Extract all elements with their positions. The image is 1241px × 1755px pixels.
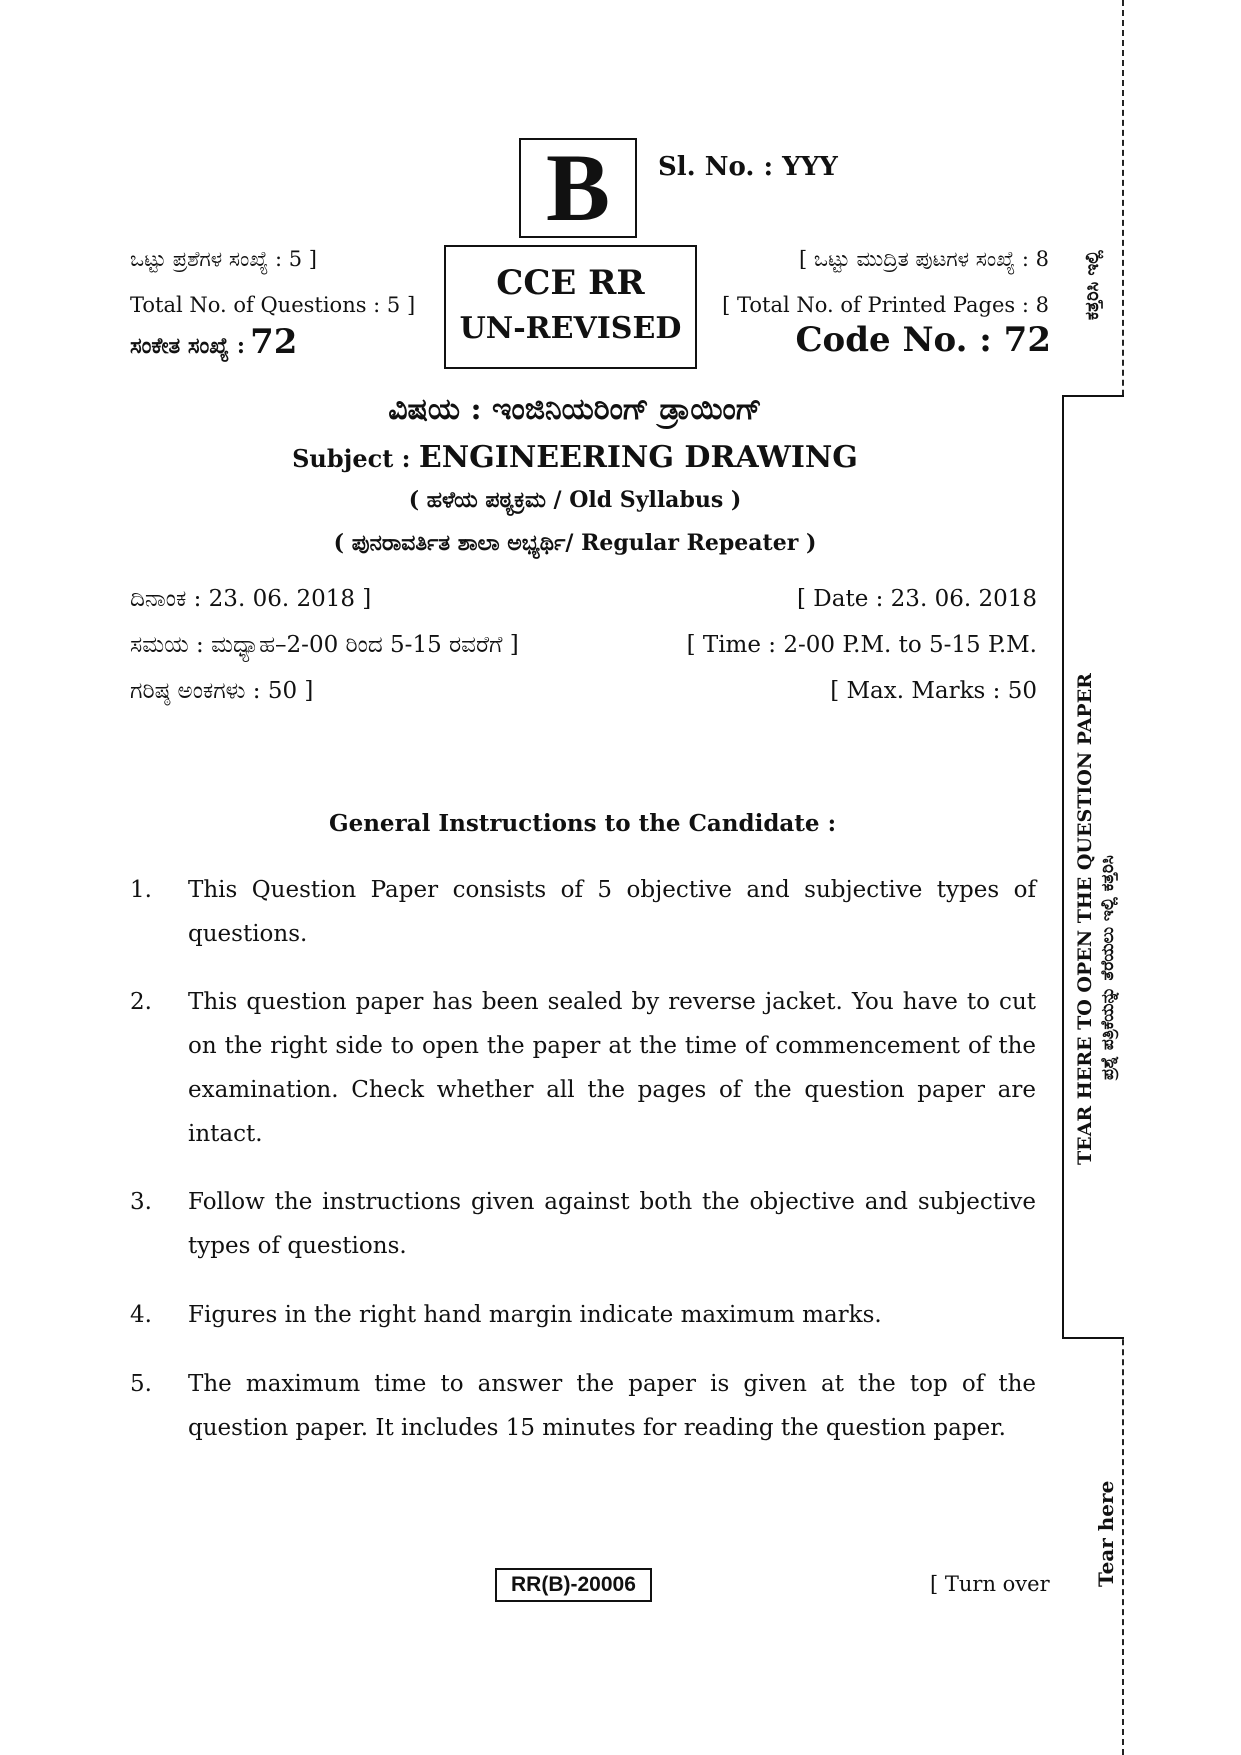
instruction-item <box>130 980 1036 1156</box>
date-kn: ದಿನಾಂಕ : 23. 06. 2018 ] <box>130 586 372 612</box>
subject-kn: ವಿಷಯ : ಇಂಜಿನಿಯರಿಂಗ್ ಡ್ರಾಯಿಂಗ್ <box>388 392 762 427</box>
instruction-text: This Question Paper consists of 5 objective and subjective types of questions. <box>188 877 1036 947</box>
max-marks: [ Max. Marks : 50 <box>830 678 1037 704</box>
instruction-item <box>130 1293 1036 1337</box>
instruction-number: 4. <box>130 1302 152 1328</box>
instruction-item <box>130 1180 1036 1268</box>
instruction-number: 3. <box>130 1189 152 1215</box>
time-kn: ಸಮಯ : ಮಧ್ಯಾಹ–2-00 ರಿಂದ 5-15 ರವರೆಗೆ ] <box>130 632 519 658</box>
subject-line <box>0 440 1150 475</box>
time: [ Time : 2-00 P.M. to 5-15 P.M. <box>686 632 1037 658</box>
instruction-number: 5. <box>130 1371 152 1397</box>
instruction-item <box>130 1362 1036 1450</box>
instruction-text: This question paper has been sealed by reverse jacket. You have to cut on the right side to open the paper at the time of commencement of the examination. Check whether all the pages of the question paper are intact. <box>188 989 1036 1147</box>
date: [ Date : 23. 06. 2018 <box>797 586 1037 612</box>
exam-type-line1: CCE RR <box>496 263 645 303</box>
tear-kn-top: ಕತ್ತರಿಸಿ ಇಲ್ಲಿ <box>1082 250 1103 320</box>
tear-here-label: Tear here <box>1094 1480 1118 1587</box>
turn-over: [ Turn over <box>930 1572 1050 1596</box>
instruction-number: 2. <box>130 989 152 1015</box>
version-letter: B <box>519 138 637 238</box>
paper-code: RR(B)-20006 <box>495 1568 652 1602</box>
instruction-text: Follow the instructions given against both the objective and subjective types of questions. <box>188 1189 1036 1259</box>
total-questions-kn: ಒಟ್ಟು ಪ್ರಶೆಗಳ ಸಂಖ್ಯೆ : 5 ] <box>130 247 317 271</box>
code-kn <box>130 322 297 362</box>
instruction-text: Figures in the right hand margin indicate maximum marks. <box>188 1302 882 1328</box>
instruction-text: The maximum time to answer the paper is given at the top of the question paper. It includes 15 minutes for reading the question paper. <box>188 1371 1036 1441</box>
instructions-title: General Instructions to the Candidate : <box>328 810 837 837</box>
code-kn-label: ಸಂಕೇತ ಸಂಖ್ಯೆ : <box>130 333 246 359</box>
subject-label: Subject : <box>292 444 411 473</box>
printed-pages: [ Total No. of Printed Pages : 8 <box>722 293 1049 317</box>
tear-instruction-en: TEAR HERE TO OPEN THE QUESTION PAPER <box>1074 673 1096 1165</box>
total-questions: Total No. of Questions : 5 ] <box>130 293 416 317</box>
instruction-item <box>130 868 1036 956</box>
exam-type-box <box>444 245 697 369</box>
marks-kn: ಗರಿಷ್ಠ ಅಂಕಗಳು : 50 ] <box>130 678 314 704</box>
tear-instruction-kn: ಪ್ರಶ್ನೆ ಪತ್ರಿಕೆಯನ್ನು ತೆರೆಯಲು ಇಲ್ಲಿ ಕತ್ತರಿಸಿ <box>1098 855 1118 1080</box>
subject-name: ENGINEERING DRAWING <box>418 440 858 475</box>
instruction-number: 1. <box>130 877 152 903</box>
code-number: Code No. : 72 <box>795 320 1051 360</box>
printed-pages-kn: [ ಒಟ್ಟು ಮುದ್ರಿತ ಪುಟಗಳ ಸಂಖ್ಯೆ : 8 <box>798 247 1049 271</box>
candidate-type: ( ಪುನರಾವರ್ತಿತ ಶಾಲಾ ಅಭ್ಯರ್ಥಿ/ Regular Repeater ) <box>333 530 817 556</box>
exam-type-line2: UN-REVISED <box>459 311 682 346</box>
syllabus: ( ಹಳೆಯ ಪಠ್ಯಕ್ರಮ / Old Syllabus ) <box>408 487 742 513</box>
serial-number: Sl. No. : YYY <box>658 152 838 182</box>
code-kn-value: 72 <box>250 322 298 362</box>
